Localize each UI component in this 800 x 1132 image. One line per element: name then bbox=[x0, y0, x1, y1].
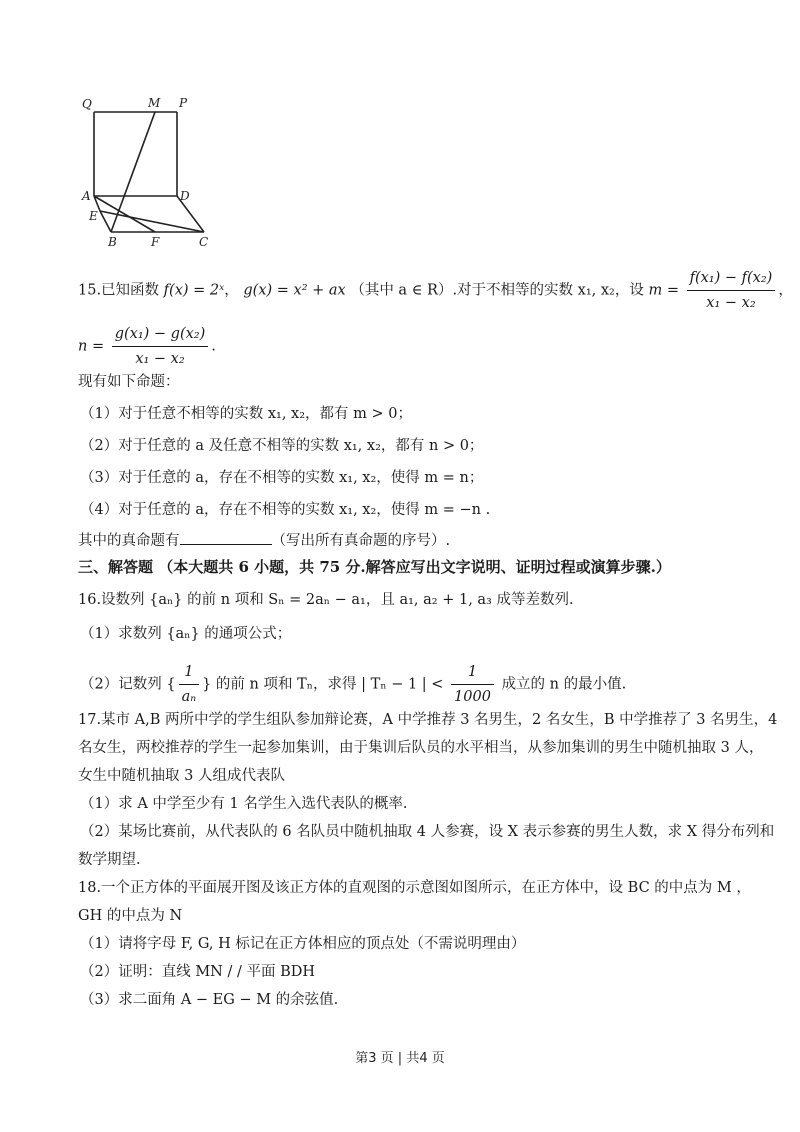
m-fraction: $\frac{\text{f(x₁) − f(x₂)}}{\text{x₁ − x₂}}$ bbox=[687, 268, 776, 313]
q15-intro: 现有如下命题： bbox=[78, 374, 180, 390]
q17-part-2b: 数学期望. bbox=[78, 852, 141, 868]
label-B: B bbox=[108, 235, 117, 249]
q17-line-2: 名女生，两校推荐的学生一起参加集训，由于集训后队员的水平相当，从参加集训的男生中随机抽取 3 人， bbox=[78, 740, 764, 756]
n-fraction: $\frac{\text{g(x₁) − g(x₂)}}{\text{x₁ − x₂}}$ bbox=[112, 324, 209, 369]
q16-stem: 16.设数列 {aₙ} 的前 n 项和 Sₙ = 2aₙ − a₁，且 a₁, a₂ + 1, a₃ 成等差数列. bbox=[78, 592, 574, 608]
q15-stem: 15.已知函数 f(x) = 2ˣ， g(x) = x² + ax （其中 a ∈ R）.对于不相等的实数 x₁, x₂，设 m = $\frac{\text{f(x₁) − f(x₂)}}{\text{x₁ − x₂}}$ ， bbox=[78, 270, 793, 311]
label-Q: Q bbox=[82, 97, 92, 111]
label-M: M bbox=[148, 96, 161, 110]
q15-answer-line: 其中的真命题有 （写出所有真命题的序号）. bbox=[78, 530, 450, 551]
q15-prop-1: （1）对于任意不相等的实数 x₁, x₂，都有 m > 0； bbox=[80, 406, 412, 422]
q18-part-1: （1）请将字母 F, G, H 标记在正方体相应的顶点处（不需说明理由） bbox=[80, 936, 526, 952]
q15-prop-3: （3）对于任意的 a，存在不相等的实数 x₁, x₂，使得 m = n； bbox=[80, 470, 484, 486]
page-footer: 第3 页 | 共4 页 bbox=[355, 1051, 445, 1066]
q16-fraction-1: $\frac{1}{\text{aₙ}}$ bbox=[179, 662, 200, 707]
label-P: P bbox=[179, 96, 188, 110]
label-A: A bbox=[82, 189, 91, 203]
label-C: C bbox=[199, 235, 209, 249]
q16-fraction-2: $\frac{1}{1000}$ bbox=[451, 662, 494, 707]
q17-line-1: 17.某市 A,B 两所中学的学生组队参加辩论赛，A 中学推荐 3 名男生，2 名女生，B 中学推荐了 3 名男生，4 bbox=[78, 712, 778, 728]
q15-prop-4: （4）对于任意的 a，存在不相等的实数 x₁, x₂，使得 m = −n . bbox=[80, 502, 491, 518]
section-3-title: 三、解答题 （本大题共 6 小题，共 75 分.解答应写出文字说明、证明过程或演算步骤.） bbox=[78, 558, 671, 576]
q18-part-3: （3）求二面角 A − EG − M 的余弦值. bbox=[80, 992, 339, 1008]
geometry-figure bbox=[78, 92, 228, 250]
edge-EB bbox=[100, 211, 111, 232]
q17-part-2a: （2）某场比赛前，从代表队的 6 名队员中随机抽取 4 人参赛，设 X 表示参赛的男生人数，求 X 得分布列和 bbox=[80, 824, 775, 840]
label-F: F bbox=[151, 235, 160, 249]
q18-part-2: （2）证明：直线 MN / / 平面 BDH bbox=[80, 964, 316, 980]
q16-part-2: （2）记数列 { $\frac{1}{\text{aₙ}}$ } 的前 n 项和 Tₙ，求得 | Tₙ − 1 | < $\frac{1}{1000}$ 成立的 n 的最小值. bbox=[80, 664, 627, 705]
edge-AF bbox=[94, 196, 155, 232]
label-D: D bbox=[180, 189, 190, 203]
q17-part-1: （1）求 A 中学至少有 1 名学生入选代表队的概率. bbox=[80, 796, 408, 812]
q18-line-2: GH 的中点为 N bbox=[78, 908, 183, 924]
q17-line-3: 女生中随机抽取 3 人组成代表队 bbox=[78, 768, 285, 784]
q16-part-1: （1）求数列 {aₙ} 的通项公式； bbox=[80, 626, 292, 642]
q15-n-def: n = $\frac{\text{g(x₁) − g(x₂)}}{\text{x₁ − x₂}}$ . bbox=[78, 326, 216, 367]
q18-line-1: 18.一个正方体的平面展开图及该正方体的直观图的示意图如图所示，在正方体中，设 BC 的中点为 M ， bbox=[78, 880, 751, 896]
q15-prop-2: （2）对于任意的 a 及任意不相等的实数 x₁, x₂，都有 n > 0； bbox=[80, 438, 484, 454]
answer-blank[interactable] bbox=[180, 530, 272, 545]
label-E: E bbox=[89, 209, 98, 223]
